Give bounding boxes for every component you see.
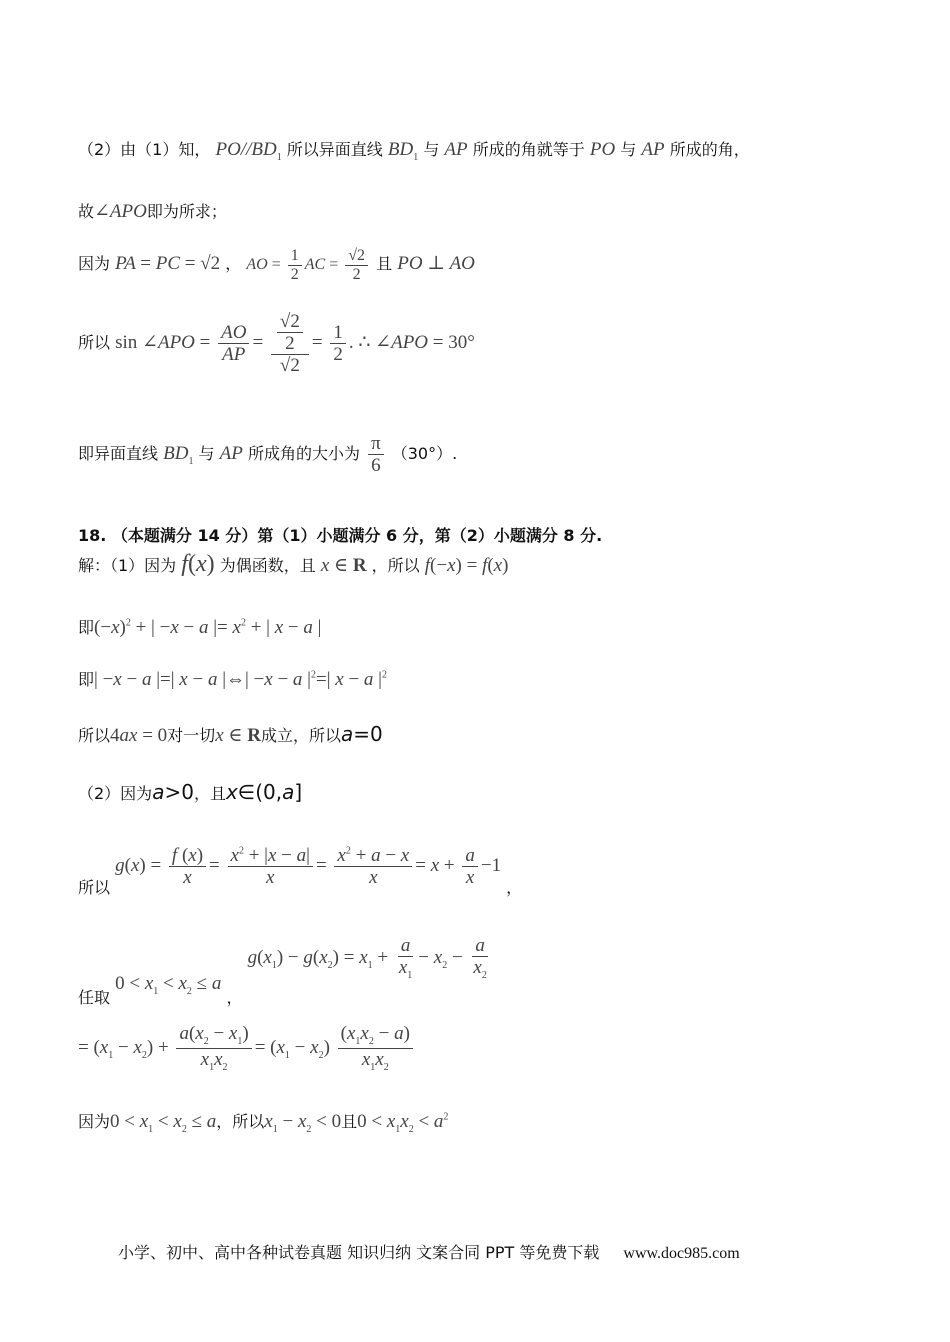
- solution-line-11: [78, 782, 302, 802]
- text: 所成的角就等于: [472, 140, 585, 159]
- punct: ，: [225, 254, 242, 274]
- text: 与: [423, 140, 440, 159]
- solution-line-12: [78, 845, 523, 897]
- question-18-heading: [78, 528, 602, 544]
- math-expression: $BD_1$: [387, 139, 419, 163]
- footer-site-link[interactable]: www.doc985.com: [623, 1245, 740, 1262]
- text: 即: [78, 618, 95, 637]
- math-expression: AP: [641, 139, 665, 160]
- text: （30°）.: [391, 443, 458, 463]
- text: 所成的角，: [669, 140, 750, 159]
- math-expression: a=0: [340, 722, 383, 746]
- math-expression: x ∈ R: [320, 555, 367, 576]
- math-expression: AP: [219, 442, 243, 464]
- math-expression: PO: [589, 139, 616, 160]
- text: 为偶函数，且: [219, 556, 316, 575]
- math-expression: | −x − a |=| x − a |⇔| −x − a $|^2=|$ x − a $|^2$: [94, 669, 387, 690]
- math-expression: sin ∠APO = $\frac{AO}{AP}$ = $\frac{\frac{√2}{2}}{√2}$ = $\frac{1}{2}$ . ∴ ∠APO = 30°: [115, 311, 475, 376]
- text: 且: [341, 1112, 358, 1131]
- solution-line-1: [78, 140, 750, 163]
- page-footer: [118, 1240, 740, 1263]
- text: 且: [376, 254, 393, 274]
- math-expression: $BD_1$: [163, 442, 194, 467]
- math-expression: $x_1 - x_2 < 0$: [264, 1111, 342, 1135]
- math-expression: = $(x_1 - x_2)$ + $\frac{a(x_2 - x_1)}{x_1x_2}$ = $(x_1 - x_2)$ $\frac{(x_1x_2 - a)}{x_1x_2}$: [78, 1037, 416, 1058]
- solution-line-10: [78, 724, 383, 745]
- math-expression: AP: [444, 139, 468, 160]
- text: 故: [78, 202, 95, 221]
- math-expression: f(−x) = f(x): [424, 555, 509, 576]
- math-expression: $\frac{\pi}{6}$: [365, 443, 387, 464]
- solution-line-5: [78, 434, 457, 475]
- math-expression: $0 < x_1x_2 < a^2$: [357, 1111, 449, 1135]
- text: 所以: [78, 726, 111, 745]
- text: 成立，所以: [260, 726, 341, 745]
- text: ，且: [193, 784, 226, 803]
- text: 对一切: [167, 726, 216, 745]
- math-expression: PO ⊥ AO: [397, 253, 475, 275]
- heading-text: 18. （本题满分 14 分）第（1）小题满分 6 分，第（2）小题满分 8 分.: [78, 526, 603, 545]
- text: 即: [78, 670, 95, 689]
- math-expression: x ∈ R: [215, 725, 261, 746]
- text: 所以: [78, 877, 111, 897]
- text: （2）由（1）知，: [78, 140, 211, 159]
- solution-line-4: [78, 312, 475, 375]
- math-expression: AO = $\frac{1}{2}$ AC = $\frac{√2}{2}$: [246, 256, 371, 273]
- math-expression: $g(x_1) - g(x_2) = x_1$ + $\frac{a}{x_1}$ − $x_2$ − $\frac{a}{x_2}$: [247, 935, 487, 981]
- text: ，所以: [371, 556, 420, 575]
- solution-line-9: [78, 670, 387, 689]
- footer-text: 小学、初中、高中各种试卷真题 知识归纳 文案合同 PPT 等免费下载: [118, 1243, 600, 1262]
- solution-line-14: [78, 1024, 416, 1073]
- math-expression: f(x): [181, 551, 215, 577]
- text: 所成角的大小为: [247, 443, 360, 463]
- text: 任取: [78, 987, 111, 1007]
- solution-line-3: [78, 248, 475, 283]
- math-expression: g(x) = $\frac{f (x)}{x}$ = $\frac{x^2 + |x - a|}{x}$ = $\frac{x^2 + a - x}{x}$ = x + $\frac{a}{x}$ −1: [115, 845, 502, 888]
- text: 所以异面直线: [286, 140, 383, 159]
- math-expression: 4ax = 0: [110, 725, 168, 746]
- solution-line-8: [78, 618, 321, 637]
- text: 即为所求；: [146, 202, 227, 221]
- math-expression: a>0: [152, 780, 194, 804]
- text: 所以: [78, 332, 111, 352]
- math-expression: $0 < x_1 < x_2 \le a$: [110, 1111, 217, 1135]
- math-expression: ∠APO: [94, 201, 147, 222]
- solution-line-7: [78, 552, 508, 576]
- text: 即异面直线: [78, 443, 159, 463]
- text: （2）因为: [78, 784, 153, 803]
- math-expression: $0 < x_1 < x_2 \le a$: [115, 972, 222, 997]
- text: 与: [620, 140, 637, 159]
- text: 解：（1）因为: [78, 556, 177, 575]
- text: ，所以: [216, 1112, 265, 1131]
- text: ，: [506, 877, 523, 897]
- text: 因为: [78, 254, 111, 274]
- solution-line-15: [78, 1112, 448, 1135]
- text: ，: [226, 987, 243, 1007]
- math-expression: $PO//BD_1$: [215, 139, 282, 163]
- solution-line-13: [78, 935, 493, 1007]
- math-expression: PA = PC = √2: [115, 253, 221, 275]
- math-expression: $(-x)^2$ + | −x − a |= $x^2$ + | x − a |: [94, 617, 322, 638]
- text: 因为: [78, 1112, 111, 1131]
- math-expression: x∈(0,a]: [225, 780, 303, 804]
- text: 与: [198, 443, 215, 463]
- solution-line-2: [78, 202, 227, 221]
